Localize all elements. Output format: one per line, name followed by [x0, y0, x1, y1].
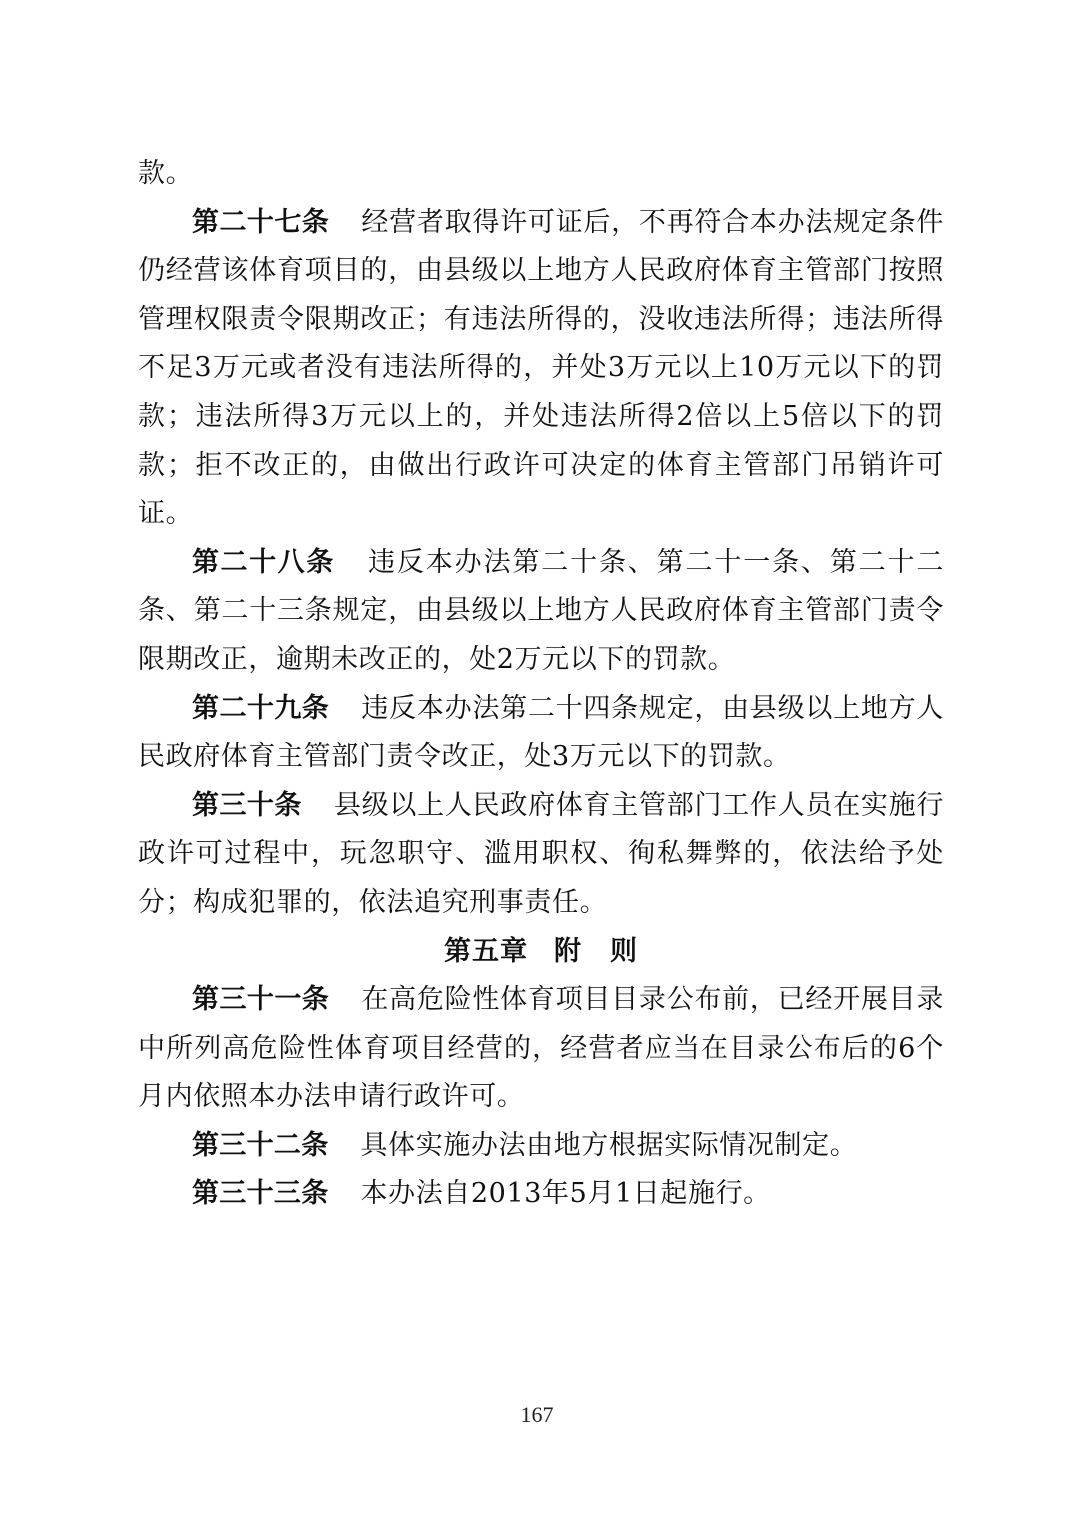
article-label: 第二十七条	[192, 206, 330, 238]
article-33	[138, 1170, 944, 1219]
article-label: 第三十二条	[192, 1129, 329, 1161]
page-number: 167	[520, 1402, 554, 1427]
article-label: 第二十九条	[192, 692, 330, 724]
document-body	[138, 150, 944, 1219]
article-label: 第二十八条	[192, 546, 335, 578]
article-30	[138, 782, 944, 928]
chapter-number: 第五章	[444, 935, 528, 967]
article-32	[138, 1122, 944, 1171]
article-28	[138, 539, 944, 685]
article-label: 第三十条	[192, 789, 302, 821]
article-label: 第三十一条	[192, 984, 330, 1016]
article-text: 本办法自2013年5月1日起施行。	[360, 1178, 771, 1210]
article-text: 县级以上人民政府体育主管部门工作人员在实施行政许可过程中，玩忽职守、滥用职权、徇私舞弊的，依法给予处分；构成犯罪的，依法追究刑事责任。	[138, 789, 945, 918]
article-29	[138, 685, 944, 782]
article-label: 第三十三条	[192, 1178, 329, 1210]
article-27	[138, 199, 944, 539]
article-text: 在高危险性体育项目目录公布前，已经开展目录中所列高危险性体育项目经营的，经营者应当在目录公布后的6个月内依照本办法申请行政许可。	[138, 984, 944, 1113]
article-text: 具体实施办法由地方根据实际情况制定。	[360, 1129, 858, 1161]
article-31	[138, 976, 944, 1122]
article-text: 违反本办法第二十条、第二十一条、第二十二条、第二十三条规定，由县级以上地方人民政府体育主管部门责令限期改正，逾期未改正的，处2万元以下的罚款。	[138, 546, 945, 675]
article-text: 违反本办法第二十四条规定，由县级以上地方人民政府体育主管部门责令改正，处3万元以下的罚款。	[138, 692, 944, 773]
chapter-title: 附 则	[554, 935, 638, 967]
chapter-heading	[138, 928, 944, 977]
article-text: 经营者取得许可证后，不再符合本办法规定条件仍经营该体育项目的，由县级以上地方人民政府体育主管部门按照管理权限责令限期改正；有违法所得的，没收违法所得；违法所得不足3万元或者没有违法所得的，并处3万元以上10万元以下的罚款；违法所得3万元以上的，并处违法所得2倍以上5倍以下的罚款；拒不改正的，由做出行政许可决定的体育主管部门吊销许可证。	[138, 206, 944, 530]
continuation-text: 款。	[138, 158, 194, 189]
